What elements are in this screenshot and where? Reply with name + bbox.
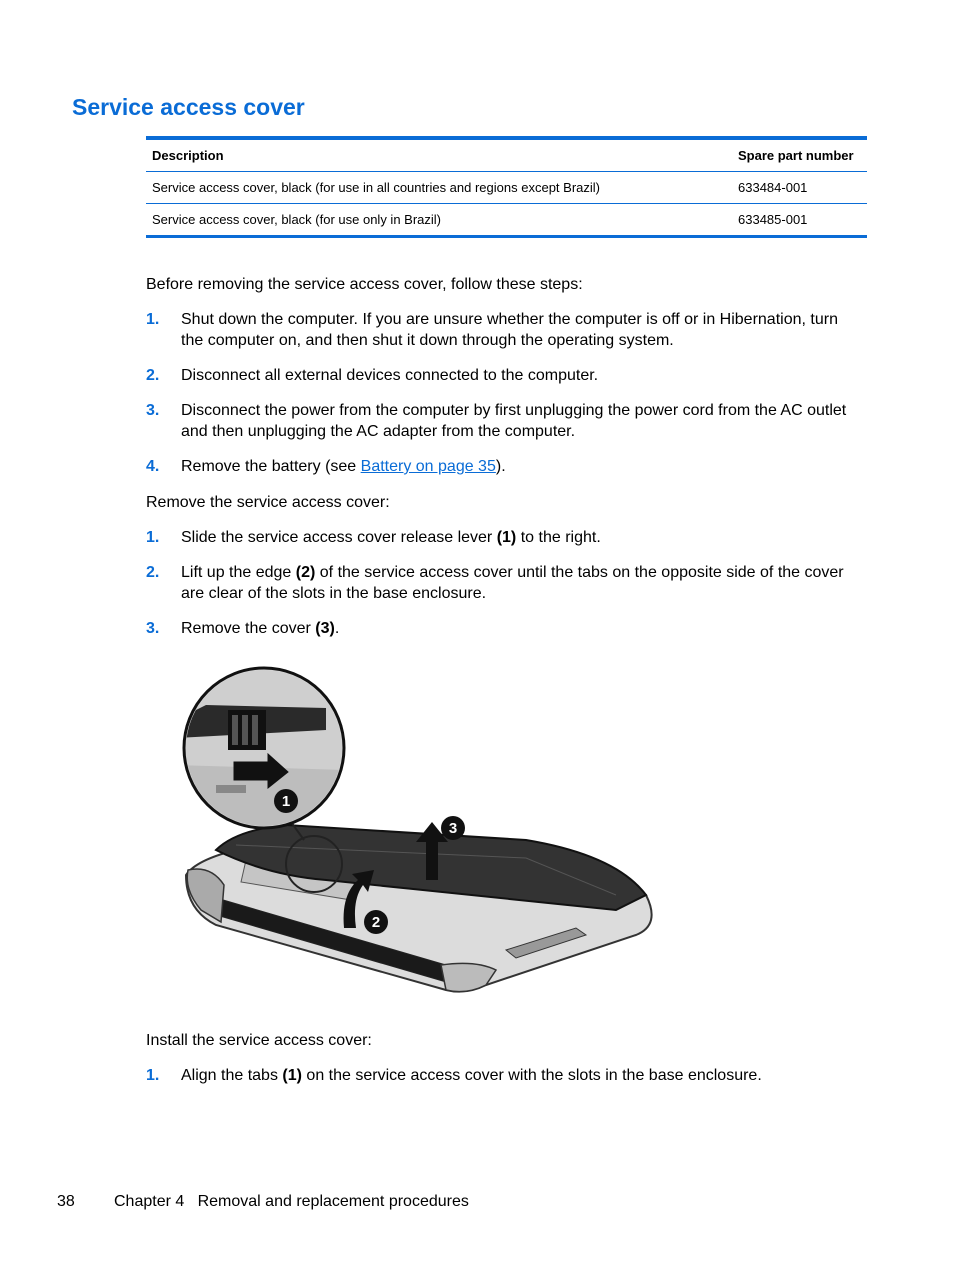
- battery-page-link[interactable]: Battery on page 35: [360, 458, 496, 475]
- step-number: 3.: [146, 620, 160, 637]
- remove-step-3: [146, 618, 858, 639]
- cell-part-number: 633484-001: [732, 172, 867, 204]
- table-row: [146, 172, 867, 204]
- callout-2-label: 2: [371, 914, 381, 931]
- cell-description: Service access cover, black (for use in all countries and regions except Brazil): [146, 172, 732, 204]
- step-number: 2.: [146, 564, 160, 581]
- step-text: [181, 456, 858, 477]
- install-intro: Install the service access cover:: [146, 1032, 372, 1049]
- step-text-pre: Remove the cover: [181, 620, 316, 637]
- remove-intro: Remove the service access cover:: [146, 494, 390, 511]
- before-step-1: [146, 309, 858, 351]
- step-number: 1.: [146, 529, 160, 546]
- step-text-pre: Slide the service access cover release lever: [181, 529, 497, 546]
- before-step-3: [146, 400, 858, 442]
- step-text-bold: (3): [315, 620, 335, 637]
- step-text-bold: (1): [496, 529, 517, 546]
- step-number: 3.: [146, 402, 160, 419]
- step-text: [181, 1065, 858, 1086]
- step-text-post: .: [334, 620, 340, 637]
- spare-parts-table: [146, 136, 867, 238]
- before-intro: Before removing the service access cover, follow these steps:: [146, 276, 583, 293]
- callout-3-label: 3: [448, 820, 458, 837]
- step-text: [181, 527, 858, 548]
- before-step-4: [146, 456, 858, 477]
- table-header-row: [146, 138, 867, 172]
- step-text: Shut down the computer. If you are unsure whether the computer is off or in Hibernation, turn the computer on, and then shut it down through the operating system.: [181, 311, 838, 349]
- callout-2: [364, 910, 388, 934]
- chapter-footer: Chapter 4 Removal and replacement procedures: [114, 1193, 469, 1210]
- step-text-bold: (1): [282, 1067, 302, 1084]
- callout-1: [274, 789, 298, 813]
- step-text-pre: Remove the battery (see: [181, 458, 361, 475]
- remove-step-2: [146, 562, 858, 604]
- cell-part-number: 633485-001: [738, 212, 808, 227]
- step-text: Disconnect all external devices connected to the computer.: [181, 367, 599, 384]
- before-step-2: [146, 365, 858, 386]
- step-text-bold: (2): [295, 564, 316, 581]
- step-number: 2.: [146, 367, 160, 384]
- column-header-part-number: Spare part number: [732, 138, 867, 172]
- table-row: [146, 204, 867, 237]
- section-title: Service access cover: [72, 94, 305, 120]
- step-text-post: of the service access cover until the tabs on the opposite side of the cover are clear of the slots in the base enclosure.: [181, 564, 844, 602]
- column-header-description: Description: [146, 138, 732, 172]
- step-text-pre: Lift up the edge: [181, 564, 296, 581]
- install-step-1: [146, 1065, 858, 1086]
- service-cover-illustration: [176, 660, 666, 1010]
- step-text: [181, 562, 858, 604]
- step-text-post: to the right.: [516, 529, 601, 546]
- step-text-post: on the service access cover with the slots in the base enclosure.: [301, 1067, 762, 1084]
- step-text: Disconnect the power from the computer by first unplugging the power cord from the AC outlet and then unplugging the AC adapter from the computer.: [181, 402, 847, 440]
- step-number: 1.: [146, 311, 160, 328]
- step-number: 4.: [146, 458, 160, 475]
- cell-description: Service access cover, black (for use only in Brazil): [152, 212, 441, 227]
- step-text: [181, 618, 858, 639]
- step-text-pre: Align the tabs: [181, 1067, 283, 1084]
- callout-1-label: 1: [281, 793, 291, 810]
- step-number: 1.: [146, 1067, 160, 1084]
- page-number: 38: [57, 1193, 75, 1210]
- callout-3: [441, 816, 465, 840]
- step-text-post: ).: [495, 458, 506, 475]
- remove-step-1: [146, 527, 858, 548]
